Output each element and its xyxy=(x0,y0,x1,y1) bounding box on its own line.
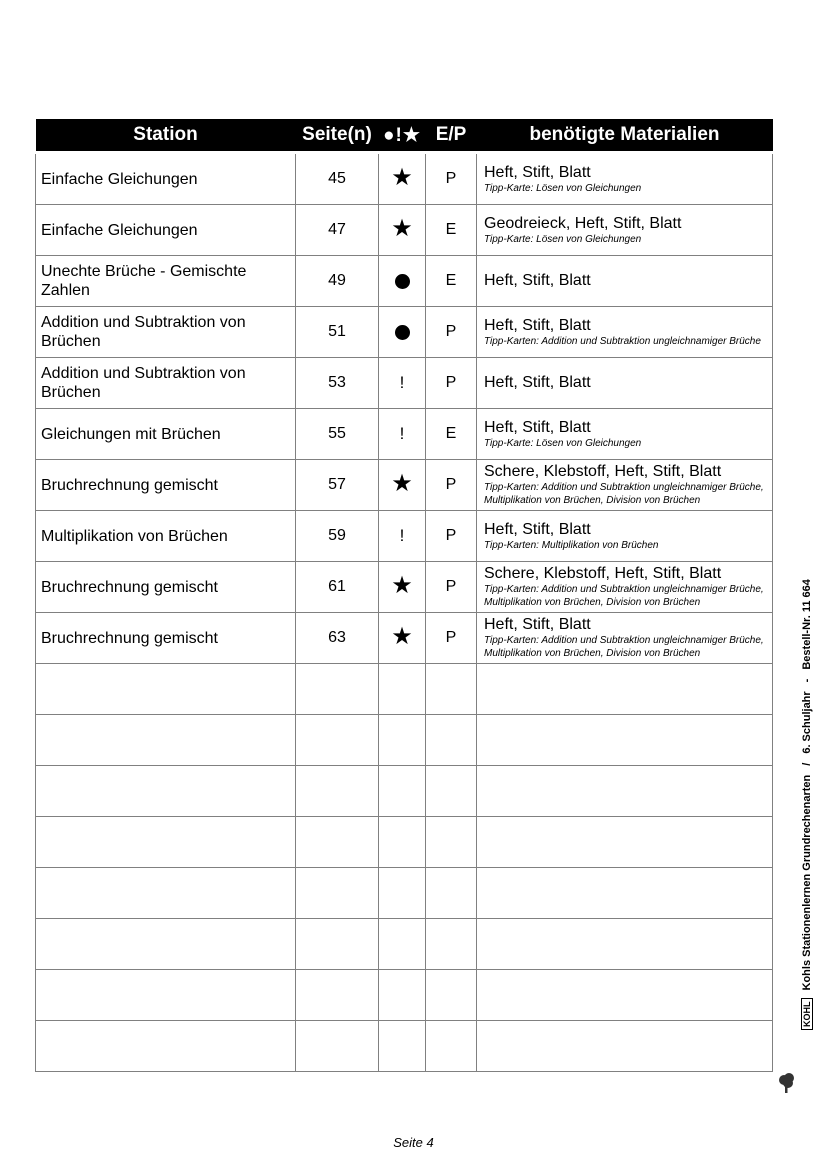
table-row xyxy=(36,256,773,307)
difficulty-cell xyxy=(379,358,426,409)
materials-text: Heft, Stift, Blatt xyxy=(484,374,591,391)
difficulty-cell xyxy=(379,409,426,460)
tip-card-text: Tipp-Karte: Lösen von Gleichungen xyxy=(484,437,642,449)
table-row xyxy=(36,409,773,460)
tip-card-text: Tipp-Karten: Addition und Subtraktion ungleichnamiger Brüche, Multiplikation von Brüchen, Division von Brüchen xyxy=(484,482,764,506)
empty-cell xyxy=(36,970,296,1021)
empty-cell xyxy=(477,919,773,970)
page-number-cell: 61 xyxy=(296,562,379,613)
difficulty-cell xyxy=(379,205,426,256)
order-number: Bestell-Nr. 11 664 xyxy=(801,579,813,670)
station-name: Bruchrechnung gemischt xyxy=(36,562,296,613)
empty-cell xyxy=(296,970,379,1021)
header-seite: Seite(n) xyxy=(296,119,379,153)
tip-card-text: Tipp-Karten: Addition und Subtraktion ungleichnamiger Brüche xyxy=(484,335,761,347)
empty-cell xyxy=(36,1021,296,1072)
empty-cell xyxy=(379,919,426,970)
publication-title: Kohls Stationenlernen Grundrechenarten xyxy=(801,774,813,991)
materials-cell xyxy=(477,409,773,460)
page-number-cell: 49 xyxy=(296,256,379,307)
difficulty-cell xyxy=(379,562,426,613)
empty-cell xyxy=(426,970,477,1021)
difficulty-cell xyxy=(379,307,426,358)
empty-cell xyxy=(36,664,296,715)
exclamation-icon: ! xyxy=(399,373,405,392)
ep-cell: P xyxy=(426,562,477,613)
empty-cell xyxy=(426,766,477,817)
ep-cell: E xyxy=(426,256,477,307)
ep-cell: E xyxy=(426,205,477,256)
station-name: Unechte Brüche - Gemischte Zahlen xyxy=(36,256,296,307)
table-body xyxy=(36,153,773,1072)
empty-cell xyxy=(477,1021,773,1072)
separator: - xyxy=(801,678,813,683)
tip-card-text: Tipp-Karten: Addition und Subtraktion ungleichnamiger Brüche, Multiplikation von Brüchen, Division von Brüchen xyxy=(484,635,764,659)
page-number-cell: 53 xyxy=(296,358,379,409)
materials-cell xyxy=(477,358,773,409)
table-row xyxy=(36,511,773,562)
empty-cell xyxy=(379,868,426,919)
table-row xyxy=(36,307,773,358)
publication-sidebar xyxy=(799,579,815,1030)
page-number: Seite 4 xyxy=(393,1135,434,1150)
separator: / xyxy=(801,762,813,766)
ep-cell: P xyxy=(426,511,477,562)
materials-text: Heft, Stift, Blatt xyxy=(484,163,591,181)
empty-cell xyxy=(426,868,477,919)
materials-cell xyxy=(477,153,773,205)
materials-cell xyxy=(477,613,773,664)
grade-label: 6. Schuljahr xyxy=(801,691,813,754)
table-row xyxy=(36,358,773,409)
materials-text: Heft, Stift, Blatt xyxy=(484,520,591,538)
empty-cell xyxy=(477,766,773,817)
ep-cell: P xyxy=(426,153,477,205)
header-ep: E/P xyxy=(426,119,477,153)
empty-cell xyxy=(296,1021,379,1072)
star-icon: ★ xyxy=(391,215,413,242)
materials-text: Heft, Stift, Blatt xyxy=(484,616,591,633)
empty-row xyxy=(36,766,773,817)
empty-cell xyxy=(477,868,773,919)
station-name: Gleichungen mit Brüchen xyxy=(36,409,296,460)
star-icon: ★ xyxy=(391,572,413,599)
table-row xyxy=(36,153,773,205)
header-materials: benötigte Materialien xyxy=(477,119,773,153)
difficulty-cell xyxy=(379,153,426,205)
materials-cell xyxy=(477,307,773,358)
empty-cell xyxy=(477,715,773,766)
dot-icon xyxy=(395,274,410,289)
empty-cell xyxy=(477,817,773,868)
materials-cell xyxy=(477,205,773,256)
ep-cell: P xyxy=(426,613,477,664)
materials-text: Geodreieck, Heft, Stift, Blatt xyxy=(484,214,682,232)
page-number-cell: 63 xyxy=(296,613,379,664)
empty-cell xyxy=(296,868,379,919)
difficulty-cell xyxy=(379,460,426,511)
empty-row xyxy=(36,715,773,766)
empty-cell xyxy=(296,715,379,766)
empty-cell xyxy=(36,868,296,919)
empty-cell xyxy=(296,919,379,970)
star-icon: ★ xyxy=(391,470,413,497)
materials-text: Schere, Klebstoff, Heft, Stift, Blatt xyxy=(484,463,722,480)
materials-cell xyxy=(477,460,773,511)
ep-cell: E xyxy=(426,409,477,460)
page-number-cell: 55 xyxy=(296,409,379,460)
station-name: Addition und Subtraktion von Brüchen xyxy=(36,358,296,409)
table-row xyxy=(36,205,773,256)
empty-cell xyxy=(36,715,296,766)
empty-row xyxy=(36,868,773,919)
materials-text: Schere, Klebstoff, Heft, Stift, Blatt xyxy=(484,565,722,582)
exclamation-icon: ! xyxy=(399,526,405,545)
tip-card-text: Tipp-Karte: Lösen von Gleichungen xyxy=(484,233,642,245)
station-name: Multiplikation von Brüchen xyxy=(36,511,296,562)
tip-card-text: Tipp-Karten: Addition und Subtraktion ungleichnamiger Brüche, Multiplikation von Brüchen, Division von Brüchen xyxy=(484,584,764,608)
publisher-logo-text: KOHL xyxy=(801,999,813,1031)
empty-cell xyxy=(379,715,426,766)
empty-cell xyxy=(379,766,426,817)
empty-row xyxy=(36,664,773,715)
empty-cell xyxy=(379,1021,426,1072)
exclamation-icon: ! xyxy=(399,424,405,443)
header-station: Station xyxy=(36,119,296,153)
materials-cell xyxy=(477,511,773,562)
empty-cell xyxy=(36,766,296,817)
empty-row xyxy=(36,817,773,868)
dot-icon xyxy=(395,325,410,340)
materials-text: Heft, Stift, Blatt xyxy=(484,272,591,289)
table-row xyxy=(36,562,773,613)
page-number-cell: 51 xyxy=(296,307,379,358)
header-rating: ●!★ xyxy=(379,119,426,153)
star-icon: ★ xyxy=(391,623,413,650)
ep-cell: P xyxy=(426,307,477,358)
empty-row xyxy=(36,970,773,1021)
station-name: Bruchrechnung gemischt xyxy=(36,460,296,511)
empty-cell xyxy=(426,715,477,766)
empty-cell xyxy=(36,817,296,868)
materials-cell xyxy=(477,256,773,307)
station-name: Addition und Subtraktion von Brüchen xyxy=(36,307,296,358)
empty-cell xyxy=(296,766,379,817)
tree-logo-icon xyxy=(776,1072,798,1094)
page-number-cell: 47 xyxy=(296,205,379,256)
empty-cell xyxy=(296,817,379,868)
table-row xyxy=(36,613,773,664)
ep-cell: P xyxy=(426,460,477,511)
empty-cell xyxy=(477,970,773,1021)
tip-card-text: Tipp-Karte: Lösen von Gleichungen xyxy=(484,182,642,194)
empty-cell xyxy=(426,919,477,970)
empty-cell xyxy=(477,664,773,715)
station-name: Einfache Gleichungen xyxy=(36,153,296,205)
table-header-row xyxy=(36,119,773,153)
empty-cell xyxy=(426,1021,477,1072)
empty-cell xyxy=(426,664,477,715)
empty-cell xyxy=(379,817,426,868)
empty-row xyxy=(36,919,773,970)
empty-cell xyxy=(36,919,296,970)
table-row xyxy=(36,460,773,511)
page-number-cell: 57 xyxy=(296,460,379,511)
empty-cell xyxy=(296,664,379,715)
station-table xyxy=(35,119,773,1072)
page-number-cell: 45 xyxy=(296,153,379,205)
ep-cell: P xyxy=(426,358,477,409)
materials-text: Heft, Stift, Blatt xyxy=(484,316,591,334)
station-name: Einfache Gleichungen xyxy=(36,205,296,256)
empty-row xyxy=(36,1021,773,1072)
empty-cell xyxy=(379,664,426,715)
page-number-cell: 59 xyxy=(296,511,379,562)
difficulty-cell xyxy=(379,256,426,307)
station-name: Bruchrechnung gemischt xyxy=(36,613,296,664)
difficulty-cell xyxy=(379,613,426,664)
materials-text: Heft, Stift, Blatt xyxy=(484,418,591,436)
materials-cell xyxy=(477,562,773,613)
tip-card-text: Tipp-Karten: Multiplikation von Brüchen xyxy=(484,539,659,551)
difficulty-cell xyxy=(379,511,426,562)
empty-cell xyxy=(379,970,426,1021)
empty-cell xyxy=(426,817,477,868)
star-icon: ★ xyxy=(391,164,413,191)
